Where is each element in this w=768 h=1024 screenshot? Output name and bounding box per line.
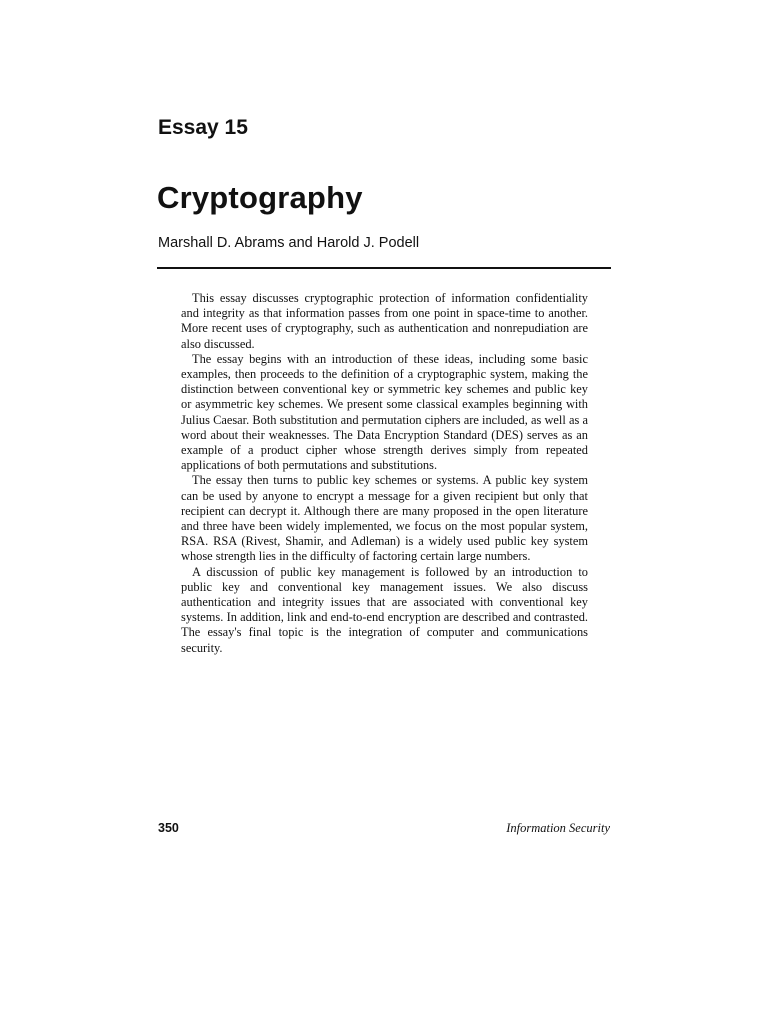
abstract-paragraph-2: The essay begins with an introduction of these ideas, including some basic examples, then proceeds to the definition of a cryptographic system, making the distinction between conventional key or symmetric key schemes and public key or asymmetric key schemes. We present some classical examples beginning with Julius Caesar. Both substitution and permutation ciphers are included, as well as a word about their weaknesses. The Data Encryption Standard (DES) serves as an example of a product cipher whose strength derives simply from repeated applications of both permutations and substitutions. [181, 351, 588, 473]
author-line: Marshall D. Abrams and Harold J. Podell [158, 235, 420, 251]
abstract-paragraph-1: This essay discusses cryptographic protection of information confidentiality and integrity as that information passes from one point in space-time to another. More recent uses of cryptography, such as authentication and nonrepudiation are also discussed. [181, 291, 588, 351]
essay-title: Cryptography [157, 180, 363, 215]
page-number: 350 [158, 821, 179, 835]
abstract-paragraph-4: A discussion of public key management is followed by an introduction to public key and conventional key management issues. We also discuss authentication and integrity issues that are associated with conventional key systems. In addition, link and end-to-end encryption are described and contrasted. The essay's final topic is the integration of computer and communications security. [181, 564, 588, 655]
abstract-paragraph-3: The essay then turns to public key schemes or systems. A public key system can be used by anyone to encrypt a message for a given recipient but only that recipient can decrypt it. Although there are many proposed in the open literature and three have been widely implemented, we focus on the most popular system, RSA. RSA (Rivest, Shamir, and Adleman) is a widely used public key system whose strength lies in the difficulty of factoring certain large numbers. [181, 473, 588, 564]
essay-number-label: Essay 15 [158, 116, 248, 139]
running-title: Information Security [506, 821, 610, 835]
abstract-block [181, 291, 588, 656]
title-divider [157, 267, 611, 269]
